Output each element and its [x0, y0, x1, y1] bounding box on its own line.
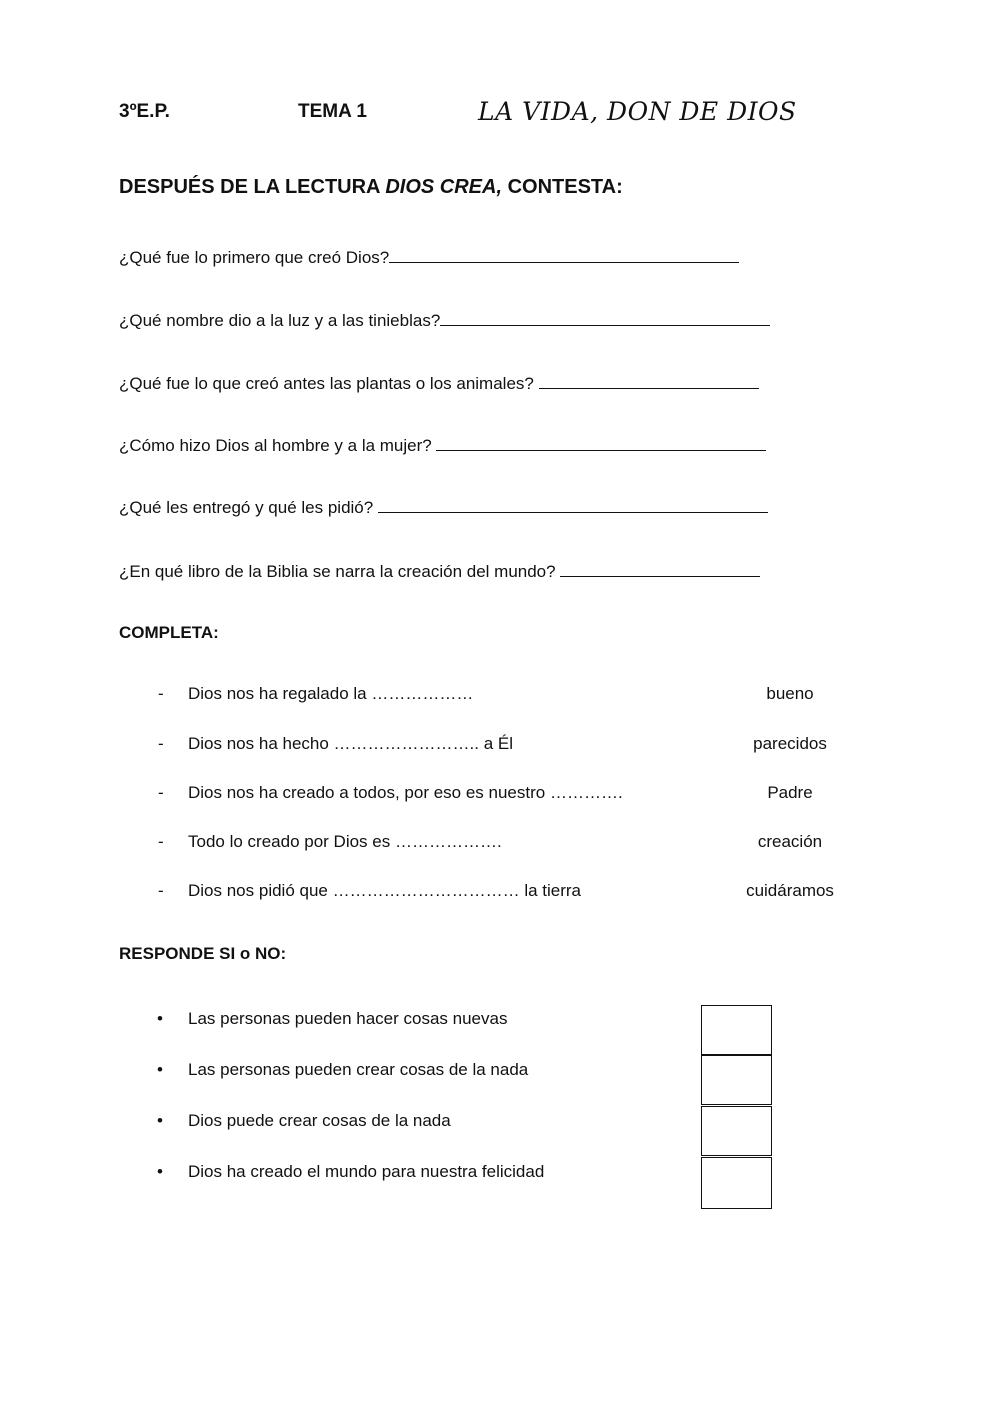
answer-box[interactable]	[701, 1055, 772, 1105]
word-bank-item: bueno	[766, 684, 814, 703]
answer-blank[interactable]	[539, 372, 759, 389]
word-bank-item: Padre	[767, 783, 813, 802]
dash-marker: -	[158, 783, 164, 802]
complete-heading: COMPLETA:	[119, 623, 219, 642]
complete-sentence[interactable]: Dios nos pidió que …………………………… la tierra	[188, 881, 582, 900]
yes-no-statement: Dios puede crear cosas de la nada	[188, 1111, 451, 1130]
complete-sentence[interactable]: Dios nos ha creado a todos, por eso es nuestro ………….	[188, 783, 623, 802]
bullet-icon: •	[157, 1111, 163, 1130]
unit-label: TEMA 1	[298, 101, 367, 122]
complete-sentence[interactable]: Dios nos ha regalado la ………………	[188, 684, 474, 703]
grade-label: 3ºE.P.	[119, 101, 170, 122]
answer-blank[interactable]	[560, 560, 760, 577]
bullet-icon: •	[157, 1009, 163, 1028]
reading-title: DIOS CREA,	[385, 176, 503, 198]
question-text: ¿Cómo hizo Dios al hombre y a la mujer?	[119, 436, 432, 455]
dash-marker: -	[158, 832, 164, 851]
bullet-icon: •	[157, 1162, 163, 1181]
yes-no-heading: RESPONDE SI o NO:	[119, 944, 287, 963]
question-text: ¿Qué les entregó y qué les pidió?	[119, 498, 374, 517]
dash-marker: -	[158, 881, 164, 900]
word-bank-item: parecidos	[753, 734, 827, 753]
dash-marker: -	[158, 734, 164, 753]
complete-sentence[interactable]: Todo lo creado por Dios es ……………….	[188, 832, 502, 851]
reading-instruction	[119, 176, 623, 199]
answer-box[interactable]	[701, 1106, 772, 1156]
question-6	[119, 560, 760, 582]
question-4	[119, 434, 766, 456]
question-3	[119, 372, 759, 394]
answer-box[interactable]	[701, 1157, 772, 1209]
answer-blank[interactable]	[389, 246, 739, 263]
question-text: ¿En qué libro de la Biblia se narra la creación del mundo?	[119, 562, 556, 581]
question-1	[119, 246, 739, 268]
instruction-suffix: CONTESTA:	[502, 176, 623, 198]
dash-marker: -	[158, 684, 164, 703]
yes-no-statement: Las personas pueden crear cosas de la nada	[188, 1060, 529, 1079]
answer-blank[interactable]	[378, 496, 768, 513]
worksheet-title: LA VIDA, DON DE DIOS	[478, 97, 797, 126]
yes-no-statement: Las personas pueden hacer cosas nuevas	[188, 1009, 508, 1028]
question-2	[119, 309, 770, 331]
question-text: ¿Qué nombre dio a la luz y a las tinieblas?	[119, 311, 441, 330]
question-text: ¿Qué fue lo que creó antes las plantas o los animales?	[119, 374, 534, 393]
word-bank-item: creación	[757, 832, 823, 851]
instruction-prefix: DESPUÉS DE LA LECTURA	[119, 176, 386, 198]
complete-sentence[interactable]: Dios nos ha hecho …………………….. a Él	[188, 734, 514, 753]
answer-box[interactable]	[701, 1005, 772, 1055]
bullet-icon: •	[157, 1060, 163, 1079]
question-text: ¿Qué fue lo primero que creó Dios?	[119, 248, 390, 267]
question-5	[119, 496, 768, 518]
yes-no-statement: Dios ha creado el mundo para nuestra felicidad	[188, 1162, 545, 1181]
word-bank-item: cuidáramos	[746, 881, 834, 900]
answer-blank[interactable]	[436, 434, 766, 451]
answer-blank[interactable]	[440, 309, 770, 326]
